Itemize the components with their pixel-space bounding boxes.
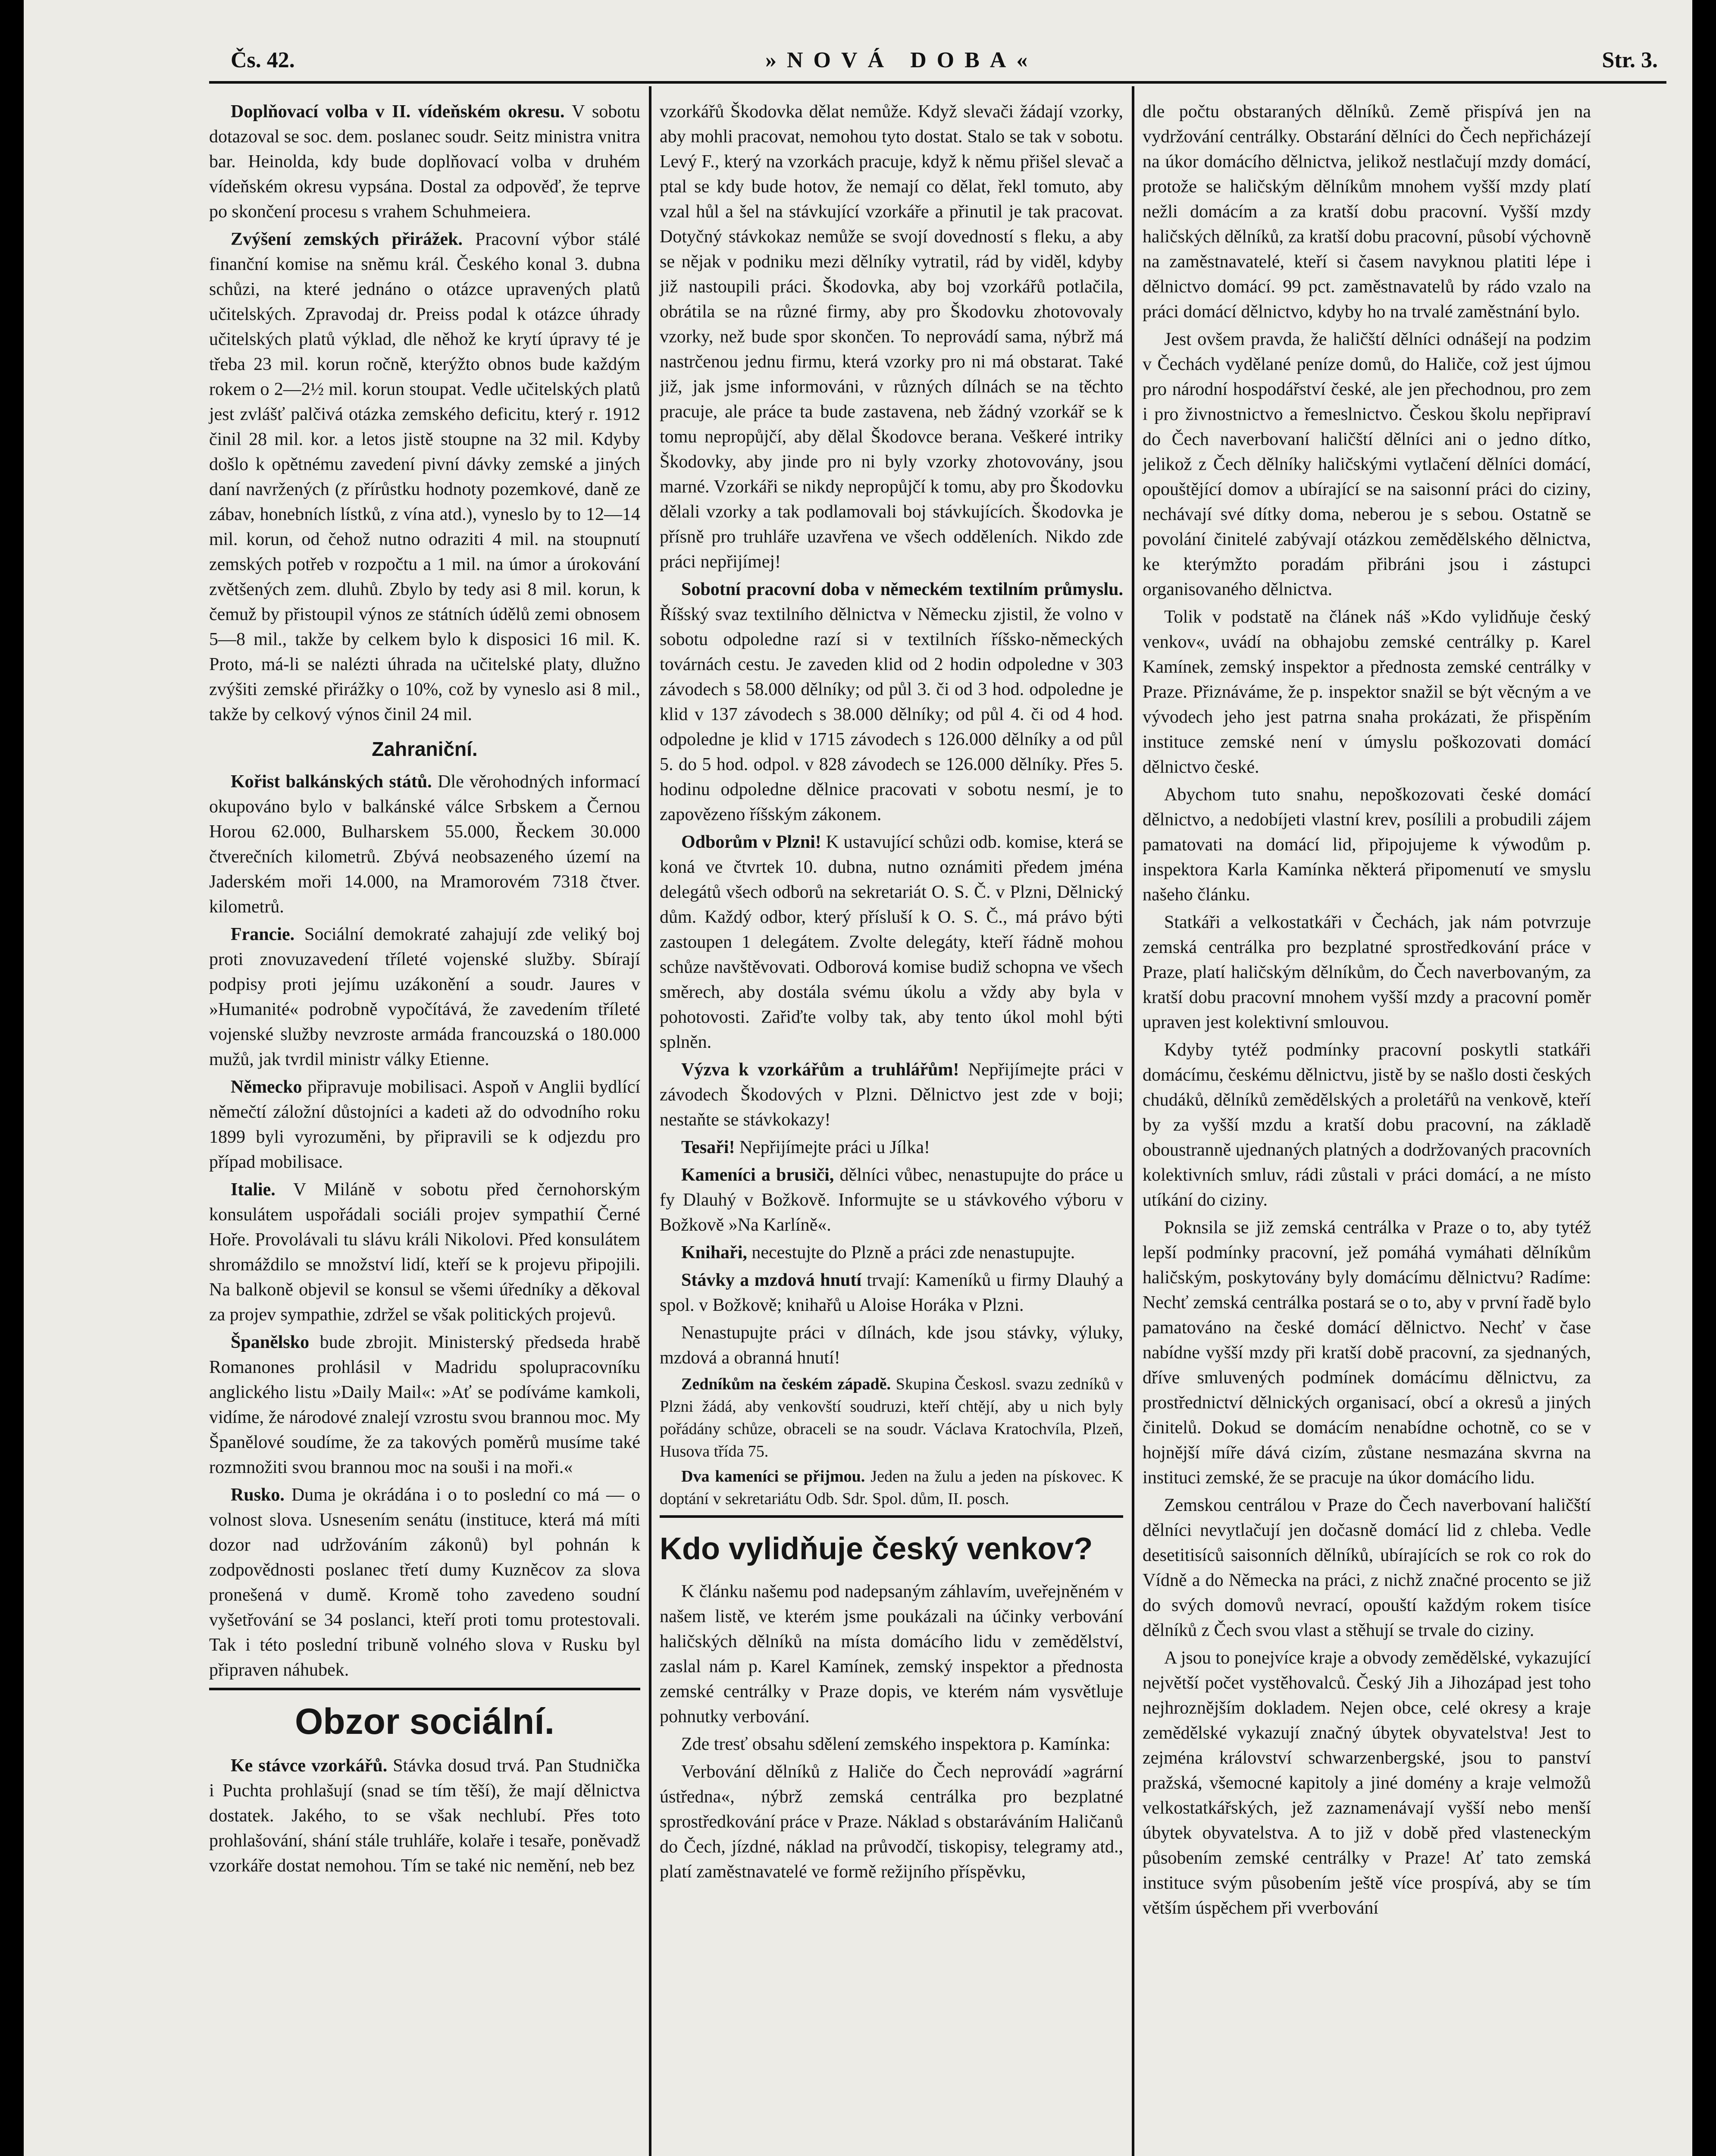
masthead-title: »NOVÁ DOBA« [765,48,1038,72]
article-venkov-p8: Kdyby tytéž podmínky pracovní poskytli statkáři domácímu, českému dělnictvu, jistě by se našlo dosti českých chudáků, dělníků zemědělských a proletářů na venkově, kteří by za vyšší mzdu a kratší dobu pracovní, na základě oboustranně ujednaných platných a dodržovaných pracovních kolektivních smluv, rádi zůstali v práci domácí, a ne místo utíkání do ciziny. [1143,1040,1591,1210]
article-title-venkov: Kdo vylidňuje český venkov? [660,1532,1093,1566]
column-1 [209,99,640,1881]
article-venkov-p6: Abychom tuto snahu, nepoškozovati české domácí dělnictvo, a nedobíjeti vlastní krev, posílili a probudili zájem pamatovati na domácí lid, připojujeme k výwodům p. inspektora Karla Kamínka některá připomenutí ve smyslu našeho článku. [1143,785,1591,905]
notice-zednici: Zedníkům na českém západě. Skupina Českosl. svazu zedníků v Plzni žádá, aby venkovští soudruzi, kteří chtějí, aby u nich byly pořádány schůze, obraceli se na soudr. Václava Kratochvíla, Plzeň, Husova třída 75. [660,1375,1123,1460]
section-rule-2 [660,1515,1123,1518]
article-venkov-p11: A jsou to ponejvíce kraje a obvody zemědělské, vykazující největší počet vystěhovalců. Český Jih a Jihozápad jest toho nejhroznějším dokladem. Nejen obce, celé okresy a kraje zemědělské vykazují značný úbytek obyvatelstva! Jest to zejména království schwarzenbergské, jsou to panství pražská, všemocné kapitoly a jiné domény a kraje velmožů velkostatkářských, jež zaznamenávají vyšší nebo menší úbytek obyvatelstva. A to již v době před vlasteneckým působením zemské centrálky v Praze! Ať tato zemská instituce svým působením ještě více prospívá, aby se tím větším úspěchem při vverbování [1143,1648,1591,1918]
notice-tesari: Tesaři! Nepřijímejte práci u Jílka! [681,1138,930,1157]
article-balkan: Kořist balkánských států. Dle věrohodných informací okupováno bylo v balkánské válce Srbskem a Černou Horou 62.000, Bulharskem 55.000, Řeckem 30.000 čtverečních kilometrů. Zbývá neobsazeného území na Jaderském moři 14.000, na Mramorovém 7318 čtver. kilometrů. [209,772,640,917]
section-heading-social: Obzor sociální. [294,1701,555,1742]
notice-nenastupujte: Nenastupujte práci v dílnách, kde jsou stávky, výluky, mzdová a obranná hnutí! [660,1323,1123,1368]
header-rule [209,81,1666,84]
article-venkov-p10: Zemskou centrálou v Praze do Čech naverbovaní haličští dělníci nevytlačují jen dočasně domácí lid z chleba. Vedle desetitisíců saisonních dělníků, ubírajících se rok co rok do Vídně a do Německa na práci, z nichž značné procento se již do svých domovů nevrací, opouští každým rokem tisíce dělníků z Čech svou vlast a stěhují se trvale do ciziny. [1143,1495,1591,1640]
notice-vzorkari: Výzva k vzorkářům a truhlářům! Nepřijímejte práci v závodech Škodových v Plzni. Dělnictvo jest zde v boji; nestaňte se stávkokazy! [660,1060,1123,1130]
article-rusko: Rusko. Duma je okrádána i o to poslední co má — o volnost slova. Usnesením senátu (instituce, která má míti dozor nad udržováním zákonů) byl pohnán k zodpovědnosti poslanec třetí dumy Kuzněcov za slova pronešená v dumě. Kromě toho zavedeno soudní vyšetřování se 34 poslanci, kteří proti tomu protestovali. Tak i této poslední tribuně volného slova v Rusku byl připraven náhubek. [209,1485,641,1680]
section-heading-foreign: Zahraniční. [372,738,478,760]
article-stavka-continued: vzorkářů Škodovka dělat nemůže. Když slevači žádají vzorky, aby mohli pracovat, nemohou tyto dostat. Stalo se tak v sobotu. Levý F., který na vzorkách pracuje, když k němu přišel slevač a ptal se kdy bude hotov, že nemají co dělat, řekl tomuto, aby vzal hůl a šel na stávkující vzorkáře a přinutil je tak pracovat. Dotyčný stávkokaz nemůže se svojí dovedností s fleku, a aby se nějak v podniku mezi dělníky vytratil, rád by viděl, kdyby již nastoupili práci. Škodovka, aby boj vzorkářů potlačila, obrátila se na různé firmy, aby pro Škodovku zhotovovaly vzorky, než bude spor skončen. To neprovádí sama, nýbrž má nastrčenou jednu firmu, která vzorky pro ni má obstarat. Také již, jak jsme informováni, v různých dílnách se na těchto pracuje, ale práce ta bude zastavena, neb žádný vzorkář se k tomu nepropůjčí, aby dělal Škodovce berana. Veškeré intriky Škodovky, aby jinde pro ni byly vzorky zhotovovány, jsou marné. Vzorkáři se nikdy nepropůjčí k tomu, aby pro Škodovku dělali vzorky a tak podlamovali boj stávkujících. Škodovka je přísně pro truhláře uzavřena ve všech odděleních. Nikdo zde práci nepřijímej! [660,102,1123,572]
page-number: Str. 3. [1602,48,1658,72]
article-odborum-plzen: Odborům v Plzni! K ustavující schůzi odb. komise, která se koná ve čtvrtek 10. dubna, nutno oznámiti předem jména delegátů všech odborů na sekretariát O. S. Č. v Plzni, Dělnický dům. Každý odbor, který přísluší k O. S. Č., má právo býti zastoupen 1 delegátem. Zvolte delegáty, kteří řádně mohou schůze navštěvovati. Odborová komise budiž schopna ve všech směrech, aby dostála svému úkolu a vždy aby byla v pohotovosti. Zařiďte volby tak, aby tento úkol mohl býti splněn. [660,832,1123,1052]
article-nemecko: Německo připravuje mobilisaci. Aspoň v Anglii bydlící němečtí záložní důstojníci a kadeti až do odvodního roku 1899 byli vyrozuměni, by připravili se k odjezdu pro případ mobilisace. [209,1077,641,1172]
article-sobotni-doba: Sobotní pracovní doba v německém textilním průmyslu. Říšský svaz textilního dělnictva v Německu zjistil, že volno v sobotu odpoledne razí si v textilních říšsko-německých továrnách cestu. Je zaveden klid od 2 hodin odpoledne v 303 závodech s 58.000 dělníky; od půl 3. či od 3 hod. odpoledne je klid v 137 závodech s 38.000 dělníky; od půl 4. či od 4 hod. odpoledne je klid v 1715 závodech s 126.000 dělníky a od půl 5. do 5 hod. odpol. v 828 závodech se 126.000 dělníky. Přes 5. hodinu odpoledne dělnice pracovati v sobotu nesmí, je to zapovězeno říšským zákonem. [660,580,1123,824]
article-spanelsko: Španělsko bude zbrojit. Ministerský předseda hrabě Romanones prohlásil v Madridu spolupracovníku anglického listu »Daily Mail«: »Ať se podíváme kamkoli, vidíme, že národové znalejí vzrostu svou brannou moc. My Španělové soudíme, že za takových poměrů musíme také rozmnožiti svou brannou moc na souši i na moři.« [209,1332,640,1477]
notice-kamenici: Kameníci a brusiči, dělníci vůbec, nenastupujte do práce u fy Dlauhý v Božkově. Informujte se u stávkového výboru v Božkově »Na Karlíně«. [660,1165,1123,1235]
column-3 [1143,99,1591,1923]
page-header [24,47,1692,78]
newspaper-page [24,0,1692,2156]
article-stavka-vzorkaru: Ke stávce vzorkářů. Stávka dosud trvá. Pan Studnička i Puchta prohlašují (snad se tím těší), že mají dělnictva dostatek. Jakého, to se však nechlubí. Přes toto prohlašování, shání stále truhláře, kolaře i tesaře, poněvadž vzorkáře dostat nemohou. Tím se také nic nemění, neb bez [209,1756,641,1876]
notice-stavky: Stávky a mzdová hnutí trvají: Kameníků u firmy Dlauhý a spol. v Božkově; knihařů u Aloise Horáka v Plzni. [660,1270,1124,1315]
notice-knihari: Knihaři, necestujte do Plzně a práci zde nenastupujte. [681,1243,1075,1263]
article-venkov-p3: Verbování dělníků z Haliče do Čech neprovádí »agrární ústředna«, nýbrž zemská centrálka pro bezplatné sprostředkování práce v Praze. Náklad s obstaráváním Haličanů do Čech, jízdné, náklad na průvodčí, tiskopisy, telegramy atd., platí zaměstnavatelé ve formě režijního příspěvku, [660,1762,1123,1882]
article-francie: Francie. Sociální demokraté zahajují zde veliký boj proti znovuzavedení tříleté vojenské služby. Sbírají podpisy proti jejímu uzákonění a soudr. Jaures v »Humanité« podrobně vypočítává, že zavedením tříleté vojenské služby nevzroste armáda francouzská o 180.000 mužů, jak tvrdil ministr války Etienne. [209,924,641,1069]
article-italie: Italie. V Miláně v sobotu před černohorským konsulátem uspořádali sociáli projev sympathií Černé Hoře. Provolávali tu slávu králi Nikolovi. Před konsulátem shromáždilo se množství lidí, kteří se k projevu připojili. Na balkoně objevil se konsul se všemi úředníky a děkoval za projev sympathie, zdržel se však politických projevů. [209,1180,640,1325]
article-venkov-p5: Tolik v podstatě na článek náš »Kdo vylidňuje český venkov«, uvádí na obhajobu zemské centrálky p. Karel Kamínek, zemský inspektor a přednosta zemské centrálky v Praze. Přiznáváme, že p. inspektor snažil se být věcným a ve vývodech jeho jest patrna snaha prokázati, že přispěním instituce zemské není v úmyslu poškozovati domácí dělnictvo české. [1143,607,1591,777]
article-venkov-p4: Jest ovšem pravda, že haličští dělníci odnášejí na podzim v Čechách vydělané peníze domů, do Haliče, což jest újmou pro národní hospodářství české, ale jen přechodnou, pro zem i pro živnostnictvo a řemeslnictvo. Českou školu nepřipraví do Čech naverbovaní haličští dělníci ani o jedno dítko, jelikož z Čech dělníky haličskými vytlačení dělníci domácí, opouštějící domov a ubírající se na saisonní práci do ciziny, nechávají své dítky doma, neberou je s sebou. Ostatně se povolání činitelé zabývají otázkou zemědělského dělnictva, ke kterýmžto poradám přibráni jsou i zástupci organisovaného dělnictva. [1143,329,1591,599]
article-zemske-prirazky: Zvýšení zemských přirážek. Pracovní výbor stálé finanční komise na sněmu král. Českého konal 3. dubna schůzi, na které jednáno o otázce upravených platů učitelských. Zpravodaj dr. Preiss podal k otázce úhrady učitelských platů výklad, dle něhož ke krytí úpravy té je třeba 23 mil. korun ročně, kterýžto obnos bude každým rokem o 2—2½ mil. korun stoupat. Vedle učitelských platů jest zvlášť palčivá otázka zemského deficitu, který r. 1912 činil 28 mil. kor. a letos jistě stoupne na 32 mil. Kdyby došlo k opětnému zavedení pivní dávky zemské a jiných daní navržených (z přírůstku hodnoty pozemkové, daně ze zábav, honebních lístků, z vína atd.), vyneslo by to 12—14 mil. korun, od čehož nutno odraziti 4 mil. na stoupnutí zemských potřeb v rozpočtu a 1 mil. na úmor a úrokování zvětšených zem. dluhů. Zbylo by tedy asi 8 mil. korun, k čemuž by přistoupil výnos ze státních údělů zemi obnosem 5—8 mil., takže by celkem bylo k disposici 16 mil. K. Proto, má-li se nalézti úhrada na učitelské platy, dlužno zvýšiti zemské přirážky o 10%, což by vyneslo asi 8 mil., takže by celkový výnos činil 24 mil. [209,229,641,724]
notice-dva-kamenici: Dva kameníci se přijmou. Jeden na žulu a jeden na pískovec. K doptání v sekretariátu Odb. Sdr. Spol. dům, II. posch. [660,1467,1124,1508]
column-2 [660,99,1123,1887]
article-venkov-continued: dle počtu obstaraných dělníků. Země přispívá jen na vydržování centrálky. Obstarání dělníci do Čech nepřicházejí na úkor domácího dělnictva, jelikož nestlačují mzdy domácí, protože se haličským dělníkům mnohem vyšší mzdy platí nežli domácím a za kratší dobu pracovní. Vyšší mzdy haličských dělníků, za kratší dobu pracovní, působí výchovně na zaměstnavatelé, kteří si časem navyknou platiti lépe i dělnictvo domácí. 99 pct. zaměstnavatelů by rádo vzalo na práci domácí dělnictvo, kdyby ho na trvalé zaměstnání bylo. [1143,102,1591,322]
article-venkov-p7: Statkáři a velkostatkáři v Čechách, jak nám potvrzuje zemská centrálka pro bezplatné sprostředkování práce v Praze, platí haličským dělníkům, do Čech naverbovaným, za kratší dobu pracovní mnohem vyšší mzdy a pracovní poměr upraven jest kolektivní smlouvou. [1143,912,1591,1032]
column-divider-1 [649,86,651,2156]
article-venkov-p2: Zde tresť obsahu sdělení zemského inspektora p. Kamínka: [681,1734,1111,1754]
issue-number: Čs. 42. [231,48,295,72]
column-divider-2 [1132,86,1134,2156]
article-venkov-intro: K článku našemu pod nadepsaným záhlavím, uveřejněném v našem listě, ve kterém jsme poukázali na účinky verbování haličských dělníků na místa domácího lidu v zemědělství, zaslal nám p. Karel Kamínek, zemský inspektor a přednosta zemské centrálky v Praze dopis, ve kterém nám vysvětluje pohnutky verbování. [660,1582,1123,1727]
article-venkov-p9: Poknsila se již zemská centrálka v Praze o to, aby tytéž lepší podmínky pracovní, jež pomáhá vymáhati dělníkům haličským, poskytovány byly domácímu dělnictvu? Radíme: Nechť zemská centrálka postará se o to, aby v první řadě bylo pamatováno na české domácí dělnictvo. Nechť v čase nabídne vyšší mzdy při kratší době pracovní, za sjednaných, dříve smluvených podmínek domácímu dělnictvu, za prostřednictví dělnických organisací, obcí a okresů a jiných činitelů. Dokud se domácím nenabídne ochotně, co se v hojnější míře dává cizím, zůstane nesmazána skvrna na instituci zemské, že se pracuje na úkor domácího lidu. [1143,1218,1591,1488]
article-doplnovaci-volba: Doplňovací volba v II. vídeňském okresu. V sobotu dotazoval se soc. dem. poslanec soudr. Seitz ministra vnitra bar. Heinolda, kdy bude doplňovací volba v druhém vídeňském okresu vypsána. Dostal za odpověď, že teprve po skončení procesu s vrahem Schuhmeiera. [209,102,640,222]
section-rule [209,1688,640,1690]
